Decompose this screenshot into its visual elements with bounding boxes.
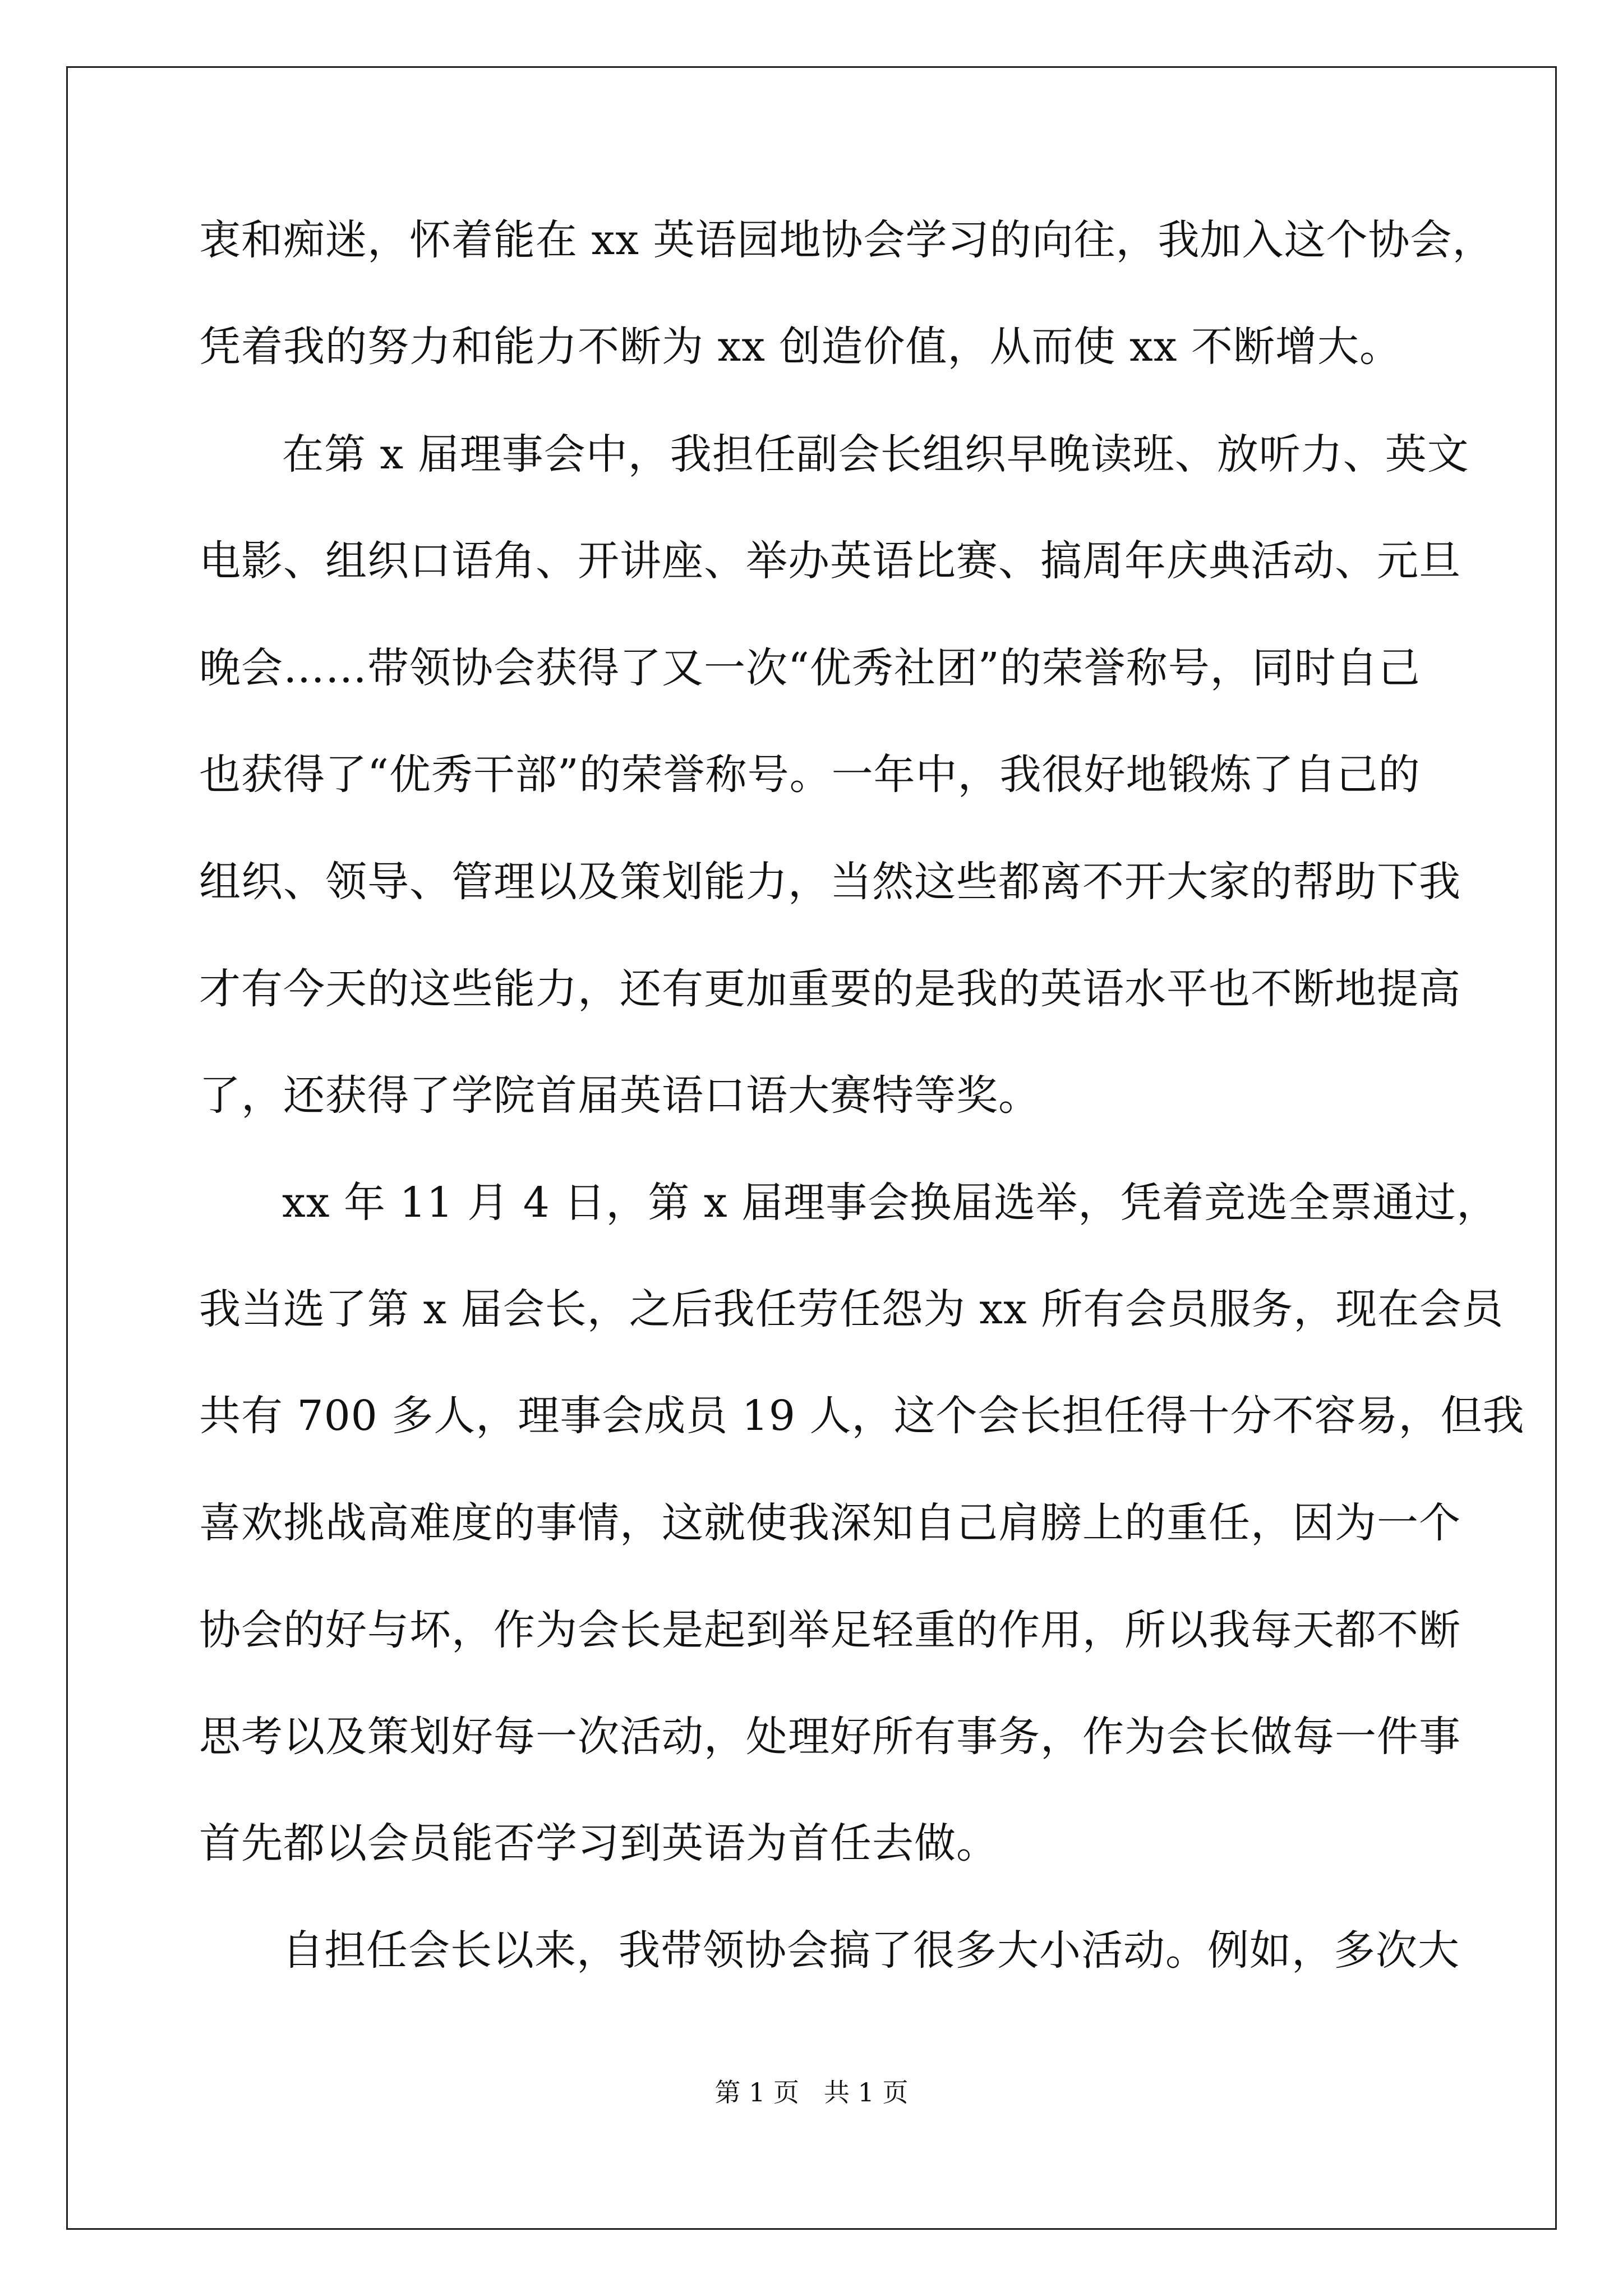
page-border <box>66 66 1557 2230</box>
text-line: 共有 700 多人，理事会成员 19 人，这个会长担任得十分不容易，但我 <box>199 1392 1525 1440</box>
text-line: 首先都以会员能否学习到英语为首任去做。 <box>199 1819 998 1867</box>
text-line: 了，还获得了学院首届英语口语大赛特等奖。 <box>199 1071 1040 1120</box>
text-line: 我当选了第 x 届会长，之后我任劳任怨为 xx 所有会员服务，现在会员 <box>199 1285 1504 1333</box>
text-line: 晚会……带领协会获得了又一次“优秀社团”的荣誉称号，同时自己 <box>199 644 1421 692</box>
text-line: 才有今天的这些能力，还有更加重要的是我的英语水平也不断地提高 <box>199 965 1461 1013</box>
text-line: 思考以及策划好每一次活动，处理好所有事务，作为会长做每一件事 <box>199 1713 1461 1761</box>
text-line: 电影、组织口语角、开讲座、举办英语比赛、搞周年庆典活动、元旦 <box>199 537 1461 585</box>
page-number-total: 共 1 页 <box>824 2077 909 2108</box>
text-line: 协会的好与坏，作为会长是起到举足轻重的作用，所以我每天都不断 <box>199 1606 1461 1654</box>
paragraph-start-line: 在第 x 届理事会中，我担任副会长组织早晚读班、放听力、英文 <box>282 430 1469 478</box>
text-line: 组织、领导、管理以及策划能力，当然这些都离不开大家的帮助下我 <box>199 858 1461 906</box>
text-line: 喜欢挑战高难度的事情，这就使我深知自己肩膀上的重任，因为一个 <box>199 1499 1461 1547</box>
page-footer <box>0 2076 1623 2109</box>
text-line: 衷和痴迷，怀着能在 xx 英语园地协会学习的向往，我加入这个协会， <box>199 216 1495 264</box>
paragraph-start-line: xx 年 11 月 4 日，第 x 届理事会换届选举，凭着竞选全票通过， <box>282 1179 1499 1227</box>
text-line: 也获得了“优秀干部”的荣誉称号。一年中，我很好地锻炼了自己的 <box>199 751 1421 799</box>
text-line: 凭着我的努力和能力不断为 xx 创造价值，从而使 xx 不断增大。 <box>199 323 1402 371</box>
paragraph-start-line: 自担任会长以来，我带领协会搞了很多大小活动。例如，多次大 <box>282 1926 1460 1975</box>
page-number-current: 第 1 页 <box>714 2077 799 2108</box>
